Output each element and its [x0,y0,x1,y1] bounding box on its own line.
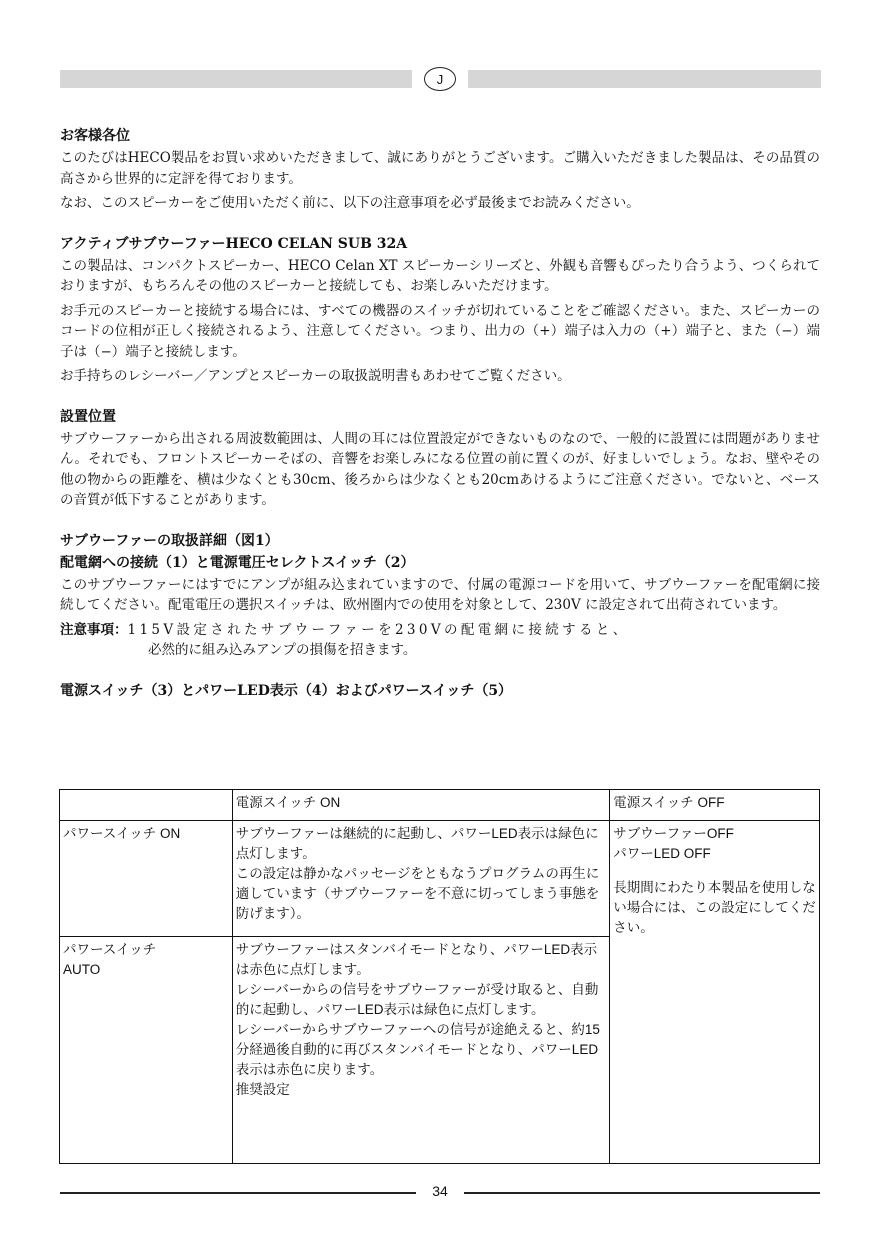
cell-text: レシーバーからの信号をサブウーファーが受け取ると、自動的に起動し、パワーLED表示は緑色に点灯します。 [235,982,599,1017]
row-label-switch-auto [60,937,233,1164]
cell-text: サブウーファーOFF [613,826,734,841]
product-paragraph-2: お手元のスピーカーと接続する場合には、すべての機器のスイッチが切れていることをご確認ください。また、スピーカーのコードの位相が正しく接続されるよう、注意してください。つまり、出力の（+）端子は入力の（+）端子と、また（−）端子は（−）端子と接続します。 [60,302,820,360]
footer-rule-left [60,1192,416,1194]
cell-text: 推奨設定 [235,1082,290,1097]
cell-text: サブウーファーはスタンバイモードとなり、パワーLED表示は赤色に点灯します。 [235,942,598,977]
cell-text: レシーバーからサブウーファーへの信号が途絶えると、約15分経過後自動的に再びスタンバイモードとなり、パワーLED表示は赤色に戻ります。 [235,1022,600,1077]
product-section [60,234,820,387]
caution-label: 注意事項： [60,621,128,638]
table-row [60,821,820,937]
header-power-on: 電源スイッチ ON [232,790,609,821]
product-paragraph-3: お手持ちのレシーバー／アンプとスピーカーの取扱説明書もあわせてご覧ください。 [60,368,571,384]
language-badge: J [424,67,456,91]
table-corner-cell [60,790,233,821]
caution-note [60,620,820,641]
caution-text-line1: 115V設定されたサブウーファーを230Vの配電網に接続すると、 [127,621,630,638]
intro-section [60,126,820,214]
footer-rule-right [464,1192,820,1194]
placement-paragraph: サブウーファーから出される周波数範囲は、人間の耳には位置設定ができないものなので、一般的に設置には問題がありません。それでも、フロントスピーカーそばの、音響をお楽しみになる位置の前に置くのが、好ましいでしょう。なお、壁やその他の物からの距離を、横は少なくとも30cm、後ろからは少なくとも20cmあけるようにご注意ください。でないと、ベースの音質が低下することがあります。 [60,430,820,508]
power-mode-table [59,789,820,1164]
cell-switch-auto-description [232,937,609,1164]
cell-text: AUTO [63,962,101,977]
operation-section [60,531,820,661]
operation-subtitle: 配電網への接続（1）と電源電圧セレクトスイッチ（2） [60,554,415,571]
cell-text: サブウーファーは継続的に起動し、パワーLED表示は緑色に点灯します。 [235,826,599,861]
header-bar-right [468,70,821,88]
caution-note-continued [60,640,820,661]
page-content [60,126,820,703]
placement-title: 設置位置 [60,408,116,425]
header-bar-left [60,70,412,88]
cell-text: 長期間にわたり本製品を使用しない場合には、この設定にしてください。 [613,880,816,935]
product-paragraph-1: この製品は、コンパクトスピーカー、HECO Celan XT スピーカーシリーズと、外観も音響もぴったり合うよう、つくられておりますが、もちろんその他のスピーカーと接続しても、お楽しみいただけます。 [60,257,820,294]
intro-title: お客様各位 [60,128,130,144]
cell-switch-on-description [232,821,609,937]
intro-paragraph-1: このたびはHECO製品をお買い求めいただきまして、誠にありがとうございます。ご購入いただきました製品は、その品質の高さから世界的に定評を得ております。 [60,150,820,187]
cell-power-off-description [610,821,820,1164]
intro-paragraph-2: なお、このスピーカーをご使用いただく前に、以下の注意事項を必ず最後までお読みください。 [60,195,640,211]
cell-text: この設定は静かなパッセージをともなうプログラムの再生に適しています（サブウーファーを不意に切ってしまう事態を防げます）。 [235,866,600,921]
caution-text-line2: 必然的に組み込みアンプの損傷を招きます。 [148,642,417,658]
power-title: 電源スイッチ（3）とパワーLED表示（4）およびパワースイッチ（5） [60,682,513,699]
operation-paragraph: このサブウーファーにはすでにアンプが組み込まれていますので、付属の電源コードを用いて、サブウーファーを配電網に接続してください。配電電圧の選択スイッチは、欧州圏内での使用を対象として、230V に設定されて出荷されています。 [60,576,820,613]
cell-spacer [613,864,816,878]
cell-text: パワーLED OFF [613,846,711,861]
cell-text: パワースイッチ [63,942,157,957]
header-power-off: 電源スイッチ OFF [610,790,820,821]
product-title: アクティブサブウーファーHECO CELAN SUB 32A [60,235,408,252]
placement-section [60,407,820,511]
operation-title: サブウーファーの取扱詳細（図1） [60,532,279,549]
row-label-switch-on: パワースイッチ ON [60,821,233,937]
page-number: 34 [432,1183,448,1199]
table-header-row [60,790,820,821]
